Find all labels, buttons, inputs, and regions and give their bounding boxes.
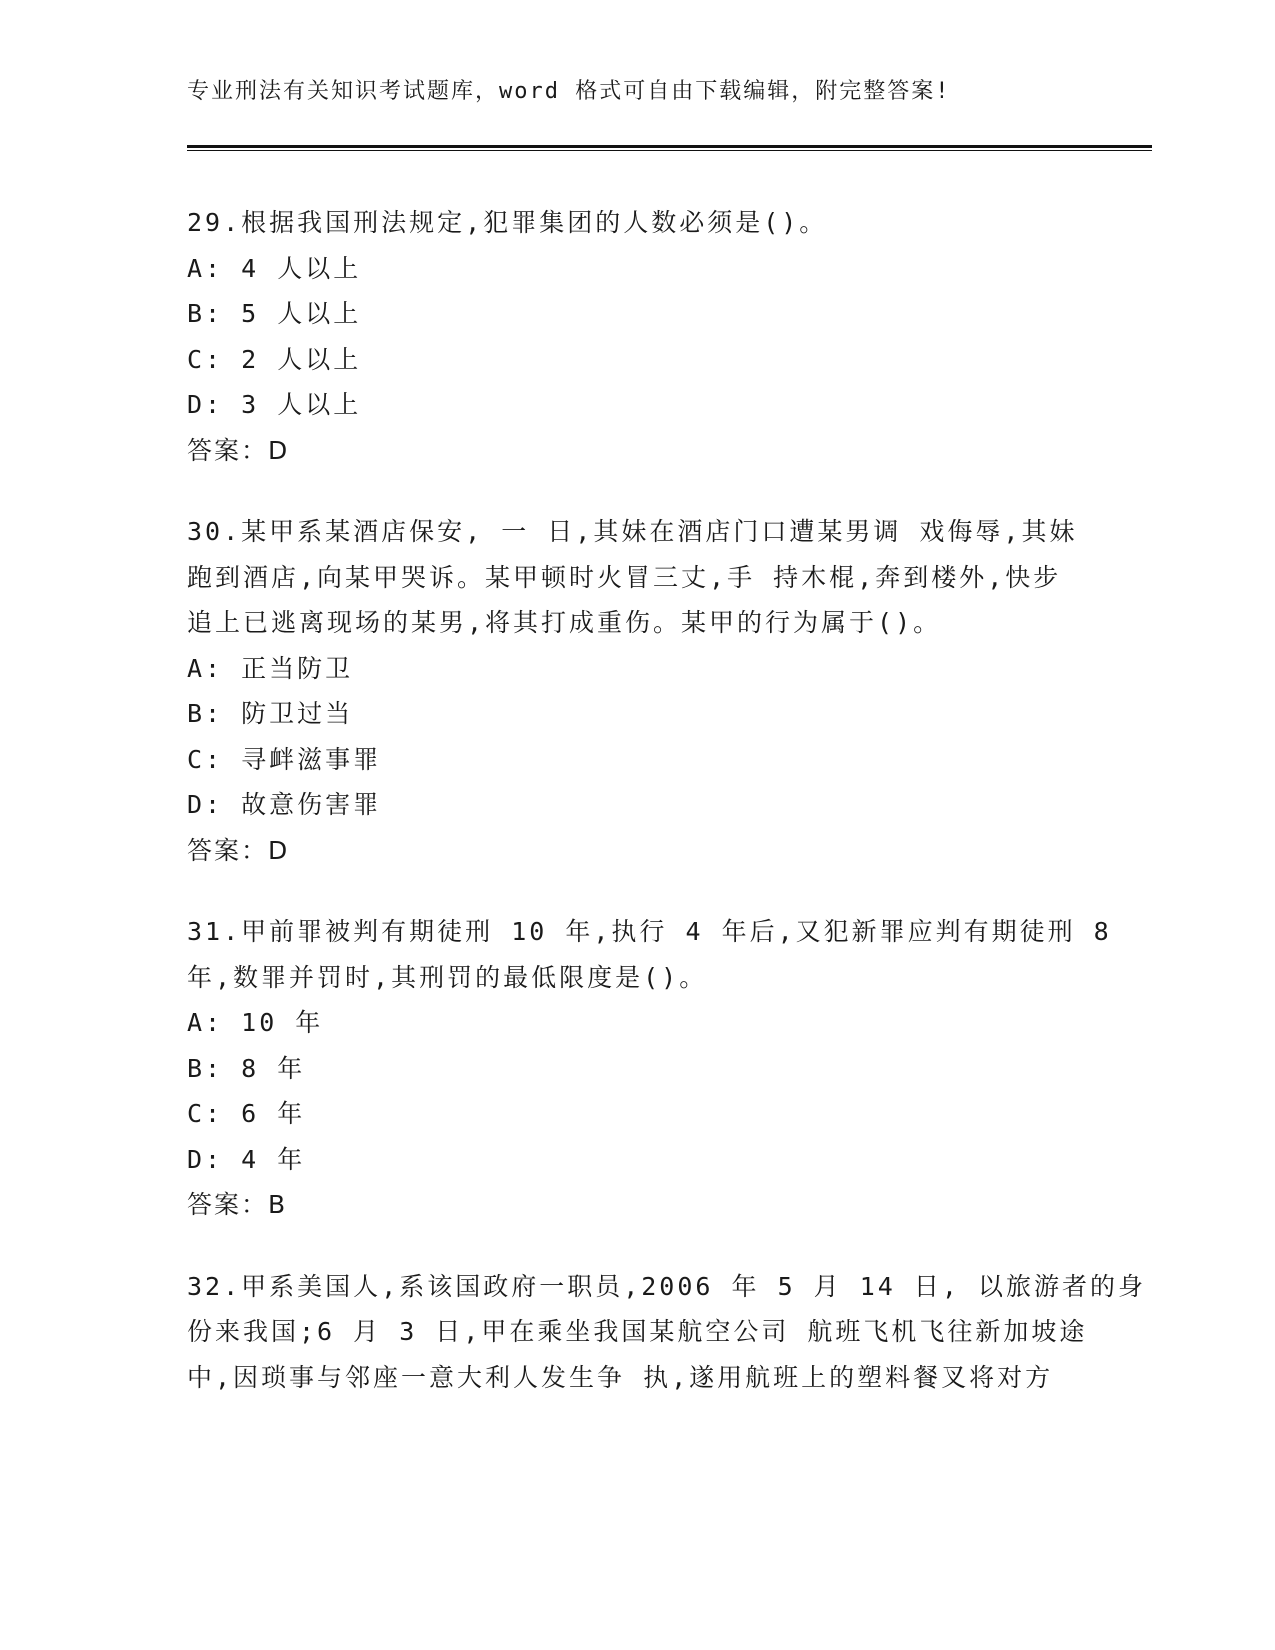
option-b: B: 5 人以上 [187, 299, 362, 328]
question-stem-line: 30.某甲系某酒店保安, 一 日,其妹在酒店门口遭某男调 戏侮辱,其妹 [187, 517, 1078, 546]
option-c: C: 寻衅滋事罪 [187, 744, 382, 774]
option-d: D: 故意伤害罪 [187, 790, 382, 819]
option-b: B: 8 年 [187, 1053, 306, 1083]
question-31 [187, 909, 1112, 1228]
question-30 [187, 509, 1087, 873]
option-a: A: 正当防卫 [187, 653, 354, 683]
answer-label: 答案：D [187, 835, 290, 865]
header-rule-thin [187, 150, 1152, 151]
question-32 [187, 1264, 1146, 1401]
question-stem-line: 追上已逃离现场的某男,将其打成重伤。某甲的行为属于()。 [187, 608, 942, 637]
question-stem-line: 29.根据我国刑法规定,犯罪集团的人数必须是()。 [187, 208, 828, 237]
header-rule-thick [187, 145, 1152, 148]
question-stem-line: 跑到酒店,向某甲哭诉。某甲顿时火冒三丈,手 持木棍,奔到楼外,快步 [187, 562, 1062, 592]
option-d: D: 4 年 [187, 1144, 306, 1174]
option-d: D: 3 人以上 [187, 390, 362, 419]
question-stem-line: 31.甲前罪被判有期徒刑 10 年,执行 4 年后,又犯新罪应判有期徒刑 8 [187, 917, 1112, 946]
question-list [187, 200, 1146, 1436]
answer-label: 答案：D [187, 435, 290, 465]
question-stem-line: 中,因琐事与邻座一意大利人发生争 执,遂用航班上的塑料餐叉将对方 [187, 1362, 1054, 1392]
question-29 [187, 200, 1087, 473]
option-a: A: 4 人以上 [187, 253, 362, 283]
question-stem-line: 32.甲系美国人,系该国政府一职员,2006 年 5 月 14 日, 以旅游者的身 [187, 1271, 1146, 1301]
question-stem-line: 份来我国;6 月 3 日,甲在乘坐我国某航空公司 航班飞机飞往新加坡途 [187, 1317, 1088, 1346]
option-c: C: 2 人以上 [187, 344, 362, 374]
question-stem-line: 年,数罪并罚时,其刑罚的最低限度是()。 [187, 962, 708, 992]
option-b: B: 防卫过当 [187, 699, 354, 728]
page-header: 专业刑法有关知识考试题库，word 格式可自由下载编辑，附完整答案! [187, 79, 951, 104]
option-c: C: 6 年 [187, 1099, 306, 1128]
option-a: A: 10 年 [187, 1008, 324, 1037]
answer-label: 答案：B [187, 1190, 288, 1219]
